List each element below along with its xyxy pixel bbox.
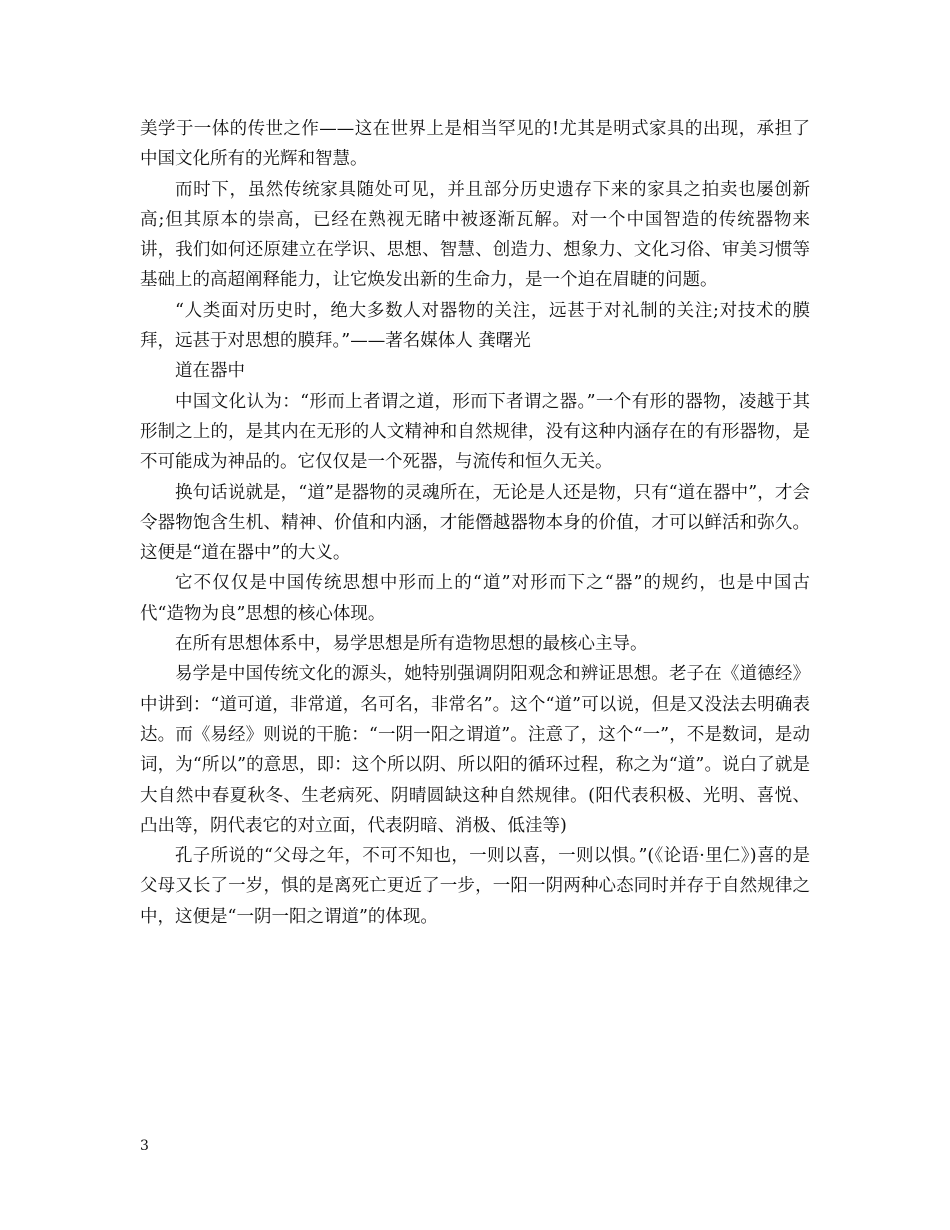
paragraph-7: 它不仅仅是中国传统思想中形而上的“道”对形而下之“器”的规约，也是中国古代“造物为良”思想的核心体现。 [140,573,810,624]
quote-paragraph: “人类面对历史时，绝大多数人对器物的关注，远甚于对礼制的关注;对技术的膜拜，远甚于对思想的膜拜。”——著名媒体人 龚曙光 [140,300,810,352]
document-body [140,114,810,932]
paragraph-5: 中国文化认为：“形而上者谓之道，形而下者谓之器。”一个有形的器物，凌越于其形制之上的，是其内在无形的人文精神和自然规律，没有这种内涵存在的有形器物，是不可能成为神品的。它仅仅是一个死器，与流传和恒久无关。 [140,391,810,473]
paragraph-6: 换句话说就是，“道”是器物的灵魂所在，无论是人还是物，只有“道在器中”，才会令器物饱含生机、精神、价值和内涵，才能僭越器物本身的价值，才可以鲜活和弥久。这便是“道在器中”的大义。 [140,482,810,564]
paragraph-8: 在所有思想体系中，易学思想是所有造物思想的最核心主导。 [175,634,648,655]
paragraph-10: 孔子所说的“父母之年，不可不知也，一则以喜，一则以惧。”(《论语·里仁》)喜的是父母又长了一岁，惧的是离死亡更近了一步，一阳一阴两种心态同时并存于自然规律之中，这便是“一阴一阳之谓道”的体现。 [140,846,810,927]
paragraph-9: 易学是中国传统文化的源头，她特别强调阴阳观念和辨证思想。老子在《道德经》中讲到：“道可道，非常道，名可名，非常名”。这个“道”可以说，但是又没法去明确表达。而《易经》则说的干脆：“一阴一阳之谓道”。注意了，这个“一”，不是数词，是动词，为“所以”的意思，即：这个所以阴、所以阳的循环过程，称之为“道”。说白了就是大自然中春夏秋冬、生老病死、阴晴圆缺这种自然规律。(阳代表积极、光明、喜悦、凸出等，阴代表它的对立面，代表阴暗、消极、低洼等) [140,664,810,836]
paragraph-2: 而时下，虽然传统家具随处可见，并且部分历史遗存下来的家具之拍卖也屡创新高;但其原本的崇高，已经在熟视无睹中被逐渐瓦解。对一个中国智造的传统器物来讲，我们如何还原建立在学识、思想、智慧、创造力、想象力、文化习俗、审美习惯等基础上的高超阐释能力，让它焕发出新的生命力，是一个迫在眉睫的问题。 [140,179,810,291]
page-number: 3 [140,1138,149,1154]
paragraph-1: 美学于一体的传世之作——这在世界上是相当罕见的!尤其是明式家具的出现，承担了中国文化所有的光辉和智慧。 [140,119,810,170]
section-heading: 道在器中 [175,361,245,382]
